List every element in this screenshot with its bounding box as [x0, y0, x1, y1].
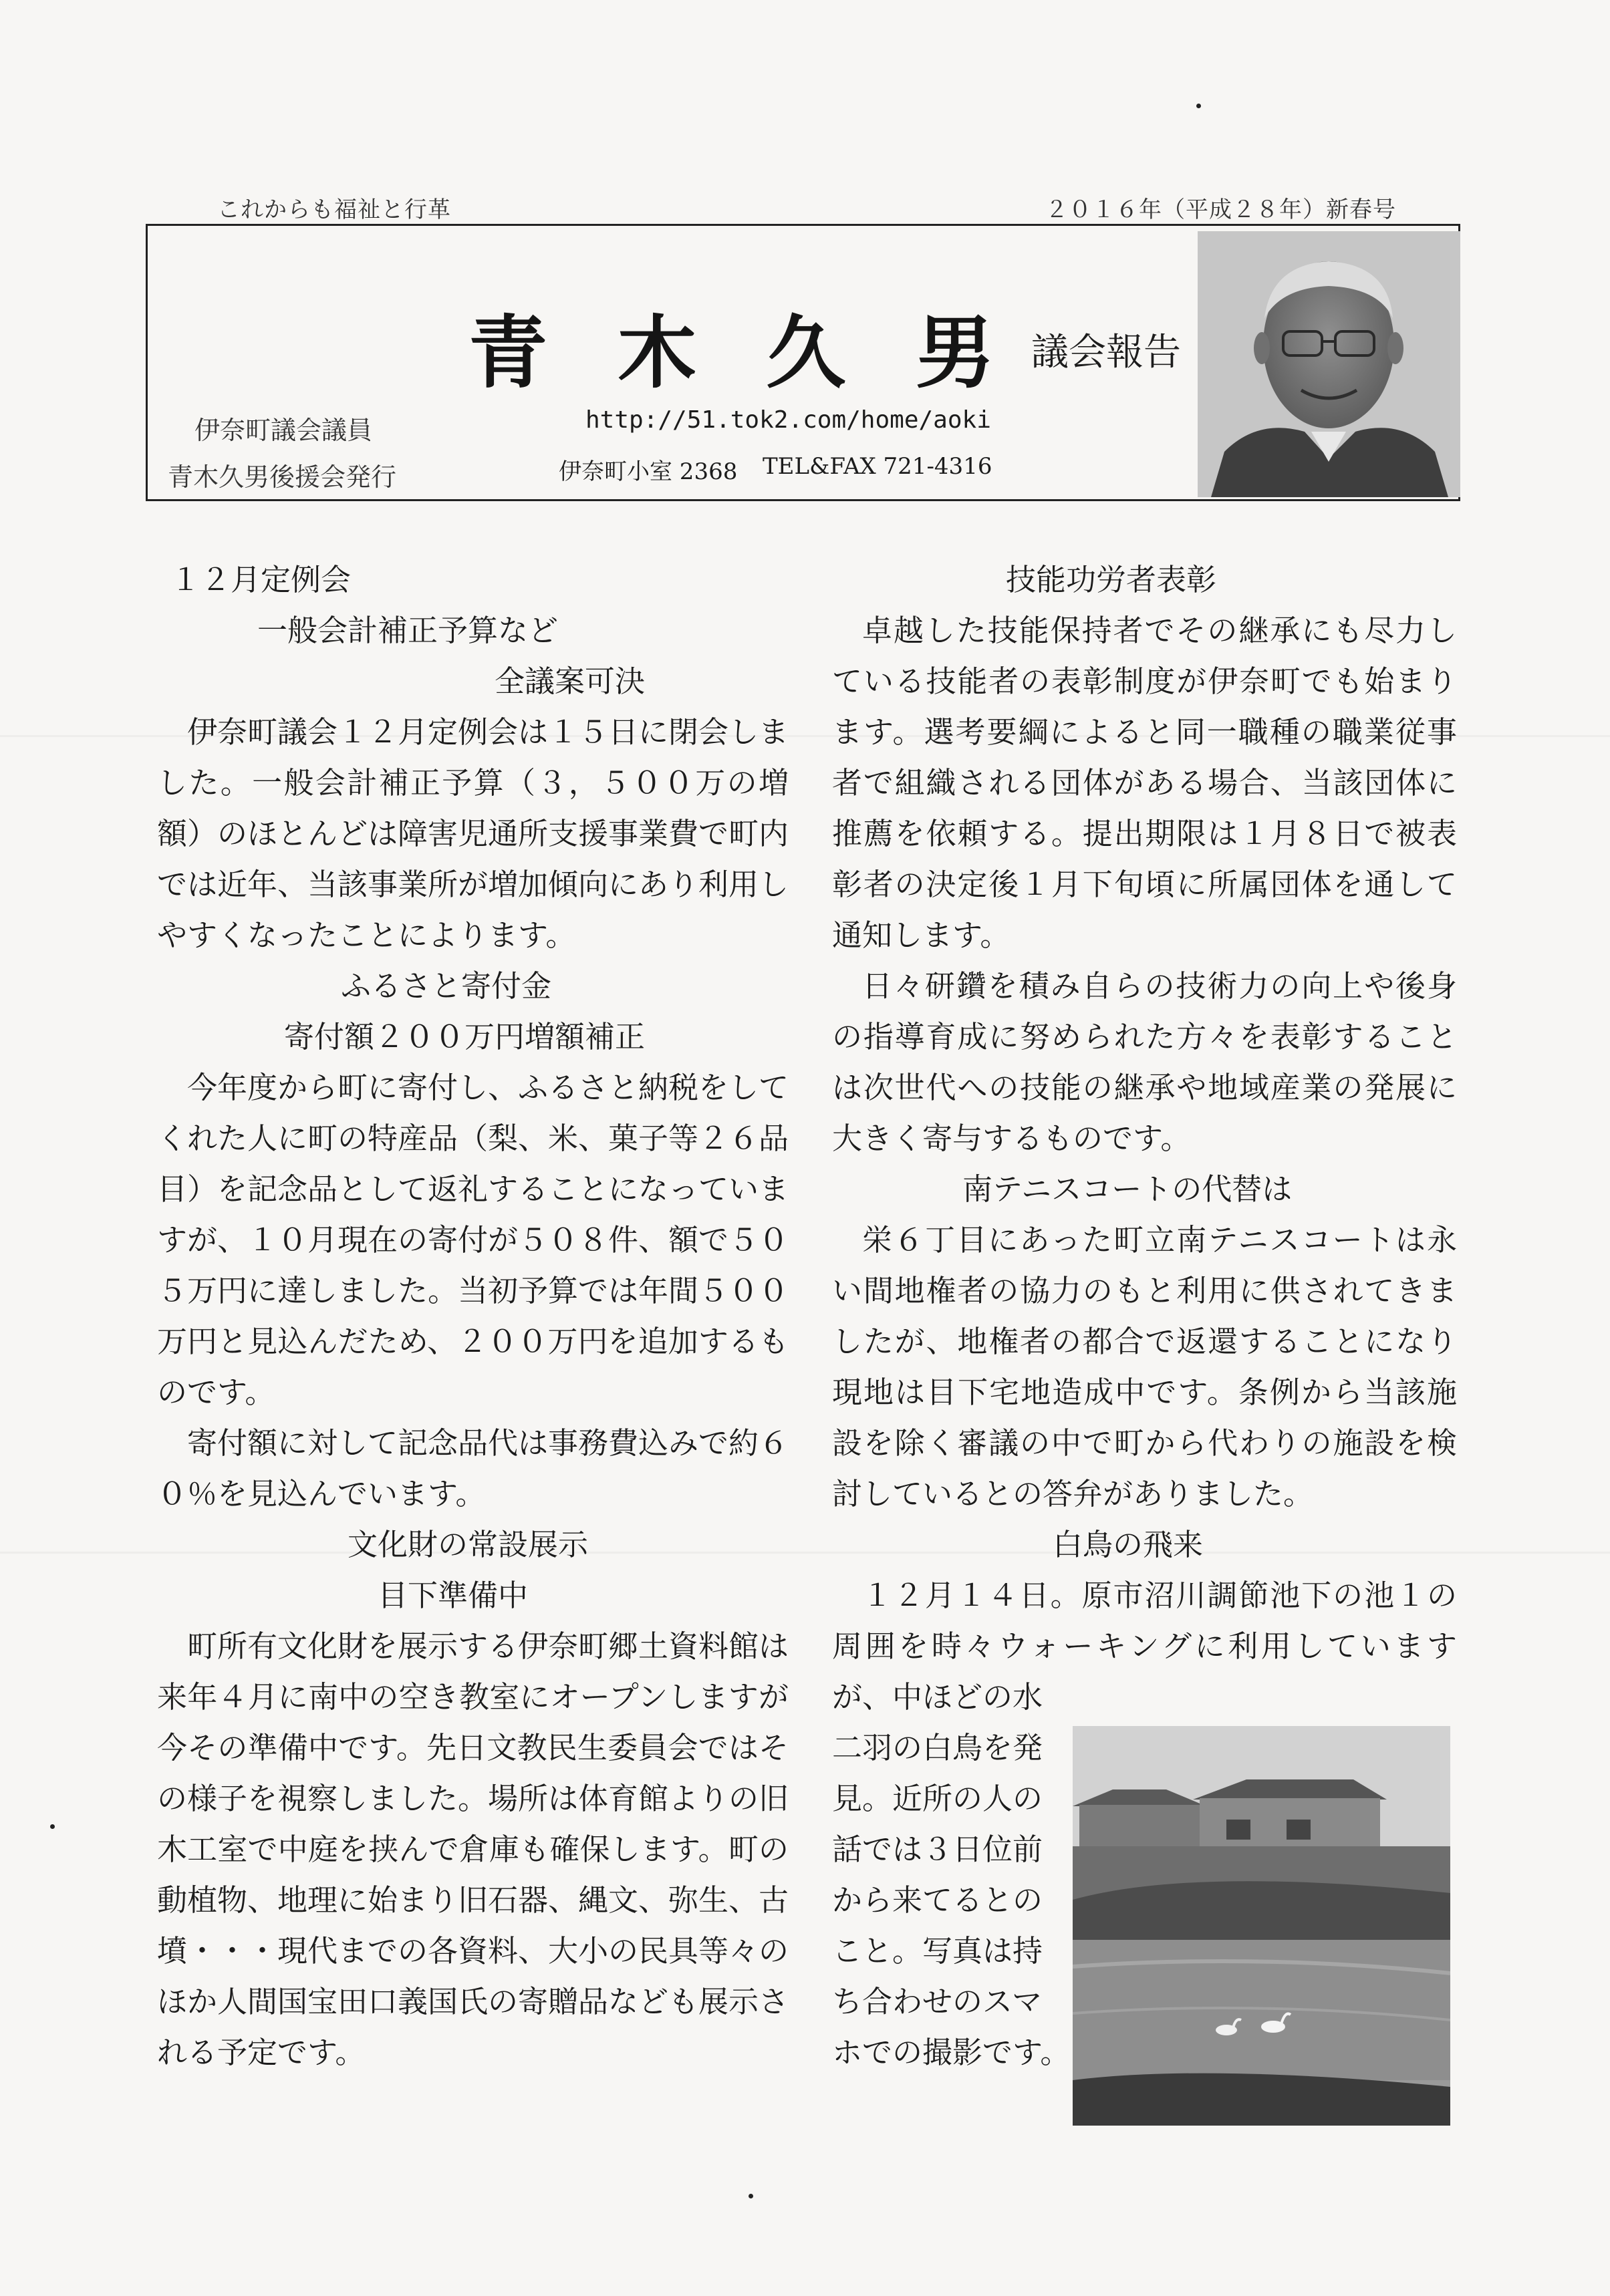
section-subheading: 全議案可決 [495, 664, 646, 699]
swan-photo [1073, 1726, 1450, 2126]
masthead-role: 伊奈町議会議員 [194, 416, 373, 445]
caption-line: 二羽の白鳥を発 [832, 1730, 1043, 1765]
masthead-title-suffix: 議会報告 [1031, 331, 1181, 374]
section-heading: 技能功労者表彰 [1006, 562, 1217, 597]
paragraph: 卓越した技能保持者でその継承にも尽力している技能者の表彰制度が伊奈町でも始まります。選考要綱によると同一職種の職業従事者で組織される団体がある場合、当該団体に推薦を依頼する。提出期限は１月８日で被表彰者の決定後１月下旬頃に所属団体を通して通知します。 [832, 613, 1457, 953]
paragraph: 日々研鑽を積み自らの技術力の向上や後身の指導育成に努められた方々を表彰することは次世代への技能の継承や地域産業の発展に大きく寄与するものです。 [832, 968, 1457, 1156]
section-heading: 一般会計補正予算など [257, 613, 559, 648]
right-column [832, 555, 1457, 2129]
left-column [157, 555, 789, 2078]
dust-speck [749, 2194, 753, 2198]
caption-line: こと。写真は持 [832, 1933, 1043, 1969]
swan-caption-text [832, 1723, 1073, 2078]
header-edition: ２０１６年（平成２８年）新春号 [1045, 196, 1396, 223]
dust-speck [50, 1824, 55, 1829]
caption-line: ち合わせのスマ [832, 1984, 1043, 2019]
section-heading: 文化財の常設展示 [348, 1527, 589, 1562]
header-tagline: これからも福祉と行革 [217, 196, 451, 223]
caption-line: 見。近所の人の [832, 1781, 1043, 1816]
masthead-publisher: 青木久男後援会発行 [168, 462, 397, 492]
section-kicker: １２月定例会 [170, 562, 352, 597]
section-heading: 白鳥の飛来 [1053, 1527, 1204, 1562]
section-heading: 南テニスコートの代替は [962, 1171, 1293, 1207]
paragraph: 町所有文化財を展示する伊奈町郷土資料館は来年４月に南中の空き教室にオープンしますが今その準備中です。先日文教民生委員会ではその様子を視察しました。場所は体育館よりの旧木工室で中庭を挟んで倉庫も確保します。町の動植物、地理に始まり旧石器、縄文、弥生、古墳・・・現代までの各資料、大小の民具等々のほか人間国宝田口義国氏の寄贈品なども展示される予定です。 [157, 1628, 789, 2070]
masthead [146, 224, 1460, 501]
masthead-address: 伊奈町小室 2368 [559, 458, 738, 485]
paragraph: 伊奈町議会１２月定例会は１５日に閉会しました。一般会計補正予算（３，５００万の増額）のほとんどは障害児通所支援事業費で町内では近年、当該事業所が増加傾向にあり利用しやすくなったことによります。 [157, 714, 789, 953]
dust-speck [1196, 104, 1201, 108]
caption-line: ホでの撮影です。 [832, 2035, 1071, 2070]
section-heading: ふるさと寄付金 [341, 968, 552, 1004]
portrait-photo [1198, 231, 1460, 497]
masthead-tel: TEL&FAX 721-4316 [763, 453, 992, 480]
paragraph: 寄付額に対して記念品代は事務費込みで約６０％を見込んでいます。 [157, 1425, 789, 1512]
masthead-url: http://51.tok2.com/home/aoki [585, 406, 991, 434]
caption-line: 話では３日位前 [832, 1832, 1043, 1867]
section-subheading: 目下準備中 [378, 1578, 529, 1613]
caption-line: から来てるとの [832, 1882, 1043, 1918]
paragraph: 栄６丁目にあった町立南テニスコートは永い間地権者の協力のもと利用に供されてきましたが、地権者の都合で返還することになり現地は目下宅地造成中です。条例から当該施設を除く審議の中で町から代わりの施設を検討しているとの答弁がありました。 [832, 1222, 1457, 1512]
swan-block [832, 1723, 1457, 2129]
section-subheading: 寄付額２００万円増額補正 [284, 1019, 646, 1054]
paragraph: 今年度から町に寄付し、ふるさと納税をしてくれた人に町の特産品（梨、米、菓子等２６品目）を記念品として返礼することになっていますが、１０月現在の寄付が５０８件、額で５０５万円に達しました。当初予算では年間５００万円と見込んだため、２００万円を追加するものです。 [157, 1070, 789, 1410]
paragraph: １２月１４日。原市沼川調節池下の池１の周囲を時々ウォーキングに利用していますが、中ほどの水 [832, 1578, 1457, 1715]
masthead-title: 青木久男 [468, 306, 1065, 399]
